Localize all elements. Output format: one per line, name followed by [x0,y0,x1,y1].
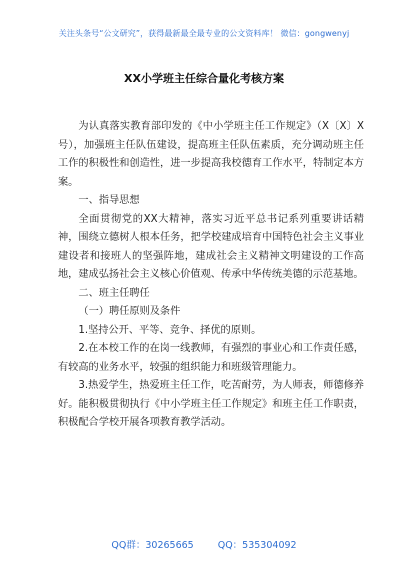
document-title: XX小学班主任综合量化考核方案 [124,72,284,85]
footer-qq: QQ：535304092 [217,540,297,551]
section-heading-guiding-ideology: 一、指导思想 [78,195,140,206]
footer-contact [0,537,408,551]
list-item-2: 2.在本校工作的在岗一线教师，有强烈的事业心和工作责任感，有较高的业务水平，较强的组织能力和班级管理能力。 [58,343,364,373]
footer-qq-group: QQ群：30265665 [111,540,194,551]
section-heading-appointment: 二、班主任聘任 [78,287,150,299]
list-item-3: 3.热爱学生，热爱班主任工作，吃苦耐劳，为人师表，师德修养好。能积极贯彻执行《中小学班主任工作规定》和班主任工作职责，积极配合学校开展各项教育教学活动。 [58,380,364,428]
subsection-heading-principles: （一）聘任原则及条件 [78,306,181,317]
guiding-ideology-paragraph: 全面贯彻党的XX大精神，落实习近平总书记系列重要讲话精神，围绕立德树人根本任务，把学校建成培育中国特色社会主义事业建设者和接班人的坚强阵地，建成社会主义精神文明建设的工作高地，建成弘扬社会主义核心价值观、传承中华传统美德的示范基地。 [58,213,364,280]
list-item-1: 1.坚持公开、平等、竞争、择优的原则。 [78,324,262,336]
intro-paragraph: 为认真落实教育部印发的《中小学班主任工作规定》（X〔X〕X号），加强班主任队伍建设，提高班主任队伍素质，充分调动班主任工作的积极性和创造性，进一步提高我校德育工作水平，特制定本方案。 [58,121,364,188]
document-body [58,118,364,433]
header-note: 关注头条号“公文研究”，获得最新最全最专业的公文资料库！ 微信：gongwenyj [58,29,350,38]
